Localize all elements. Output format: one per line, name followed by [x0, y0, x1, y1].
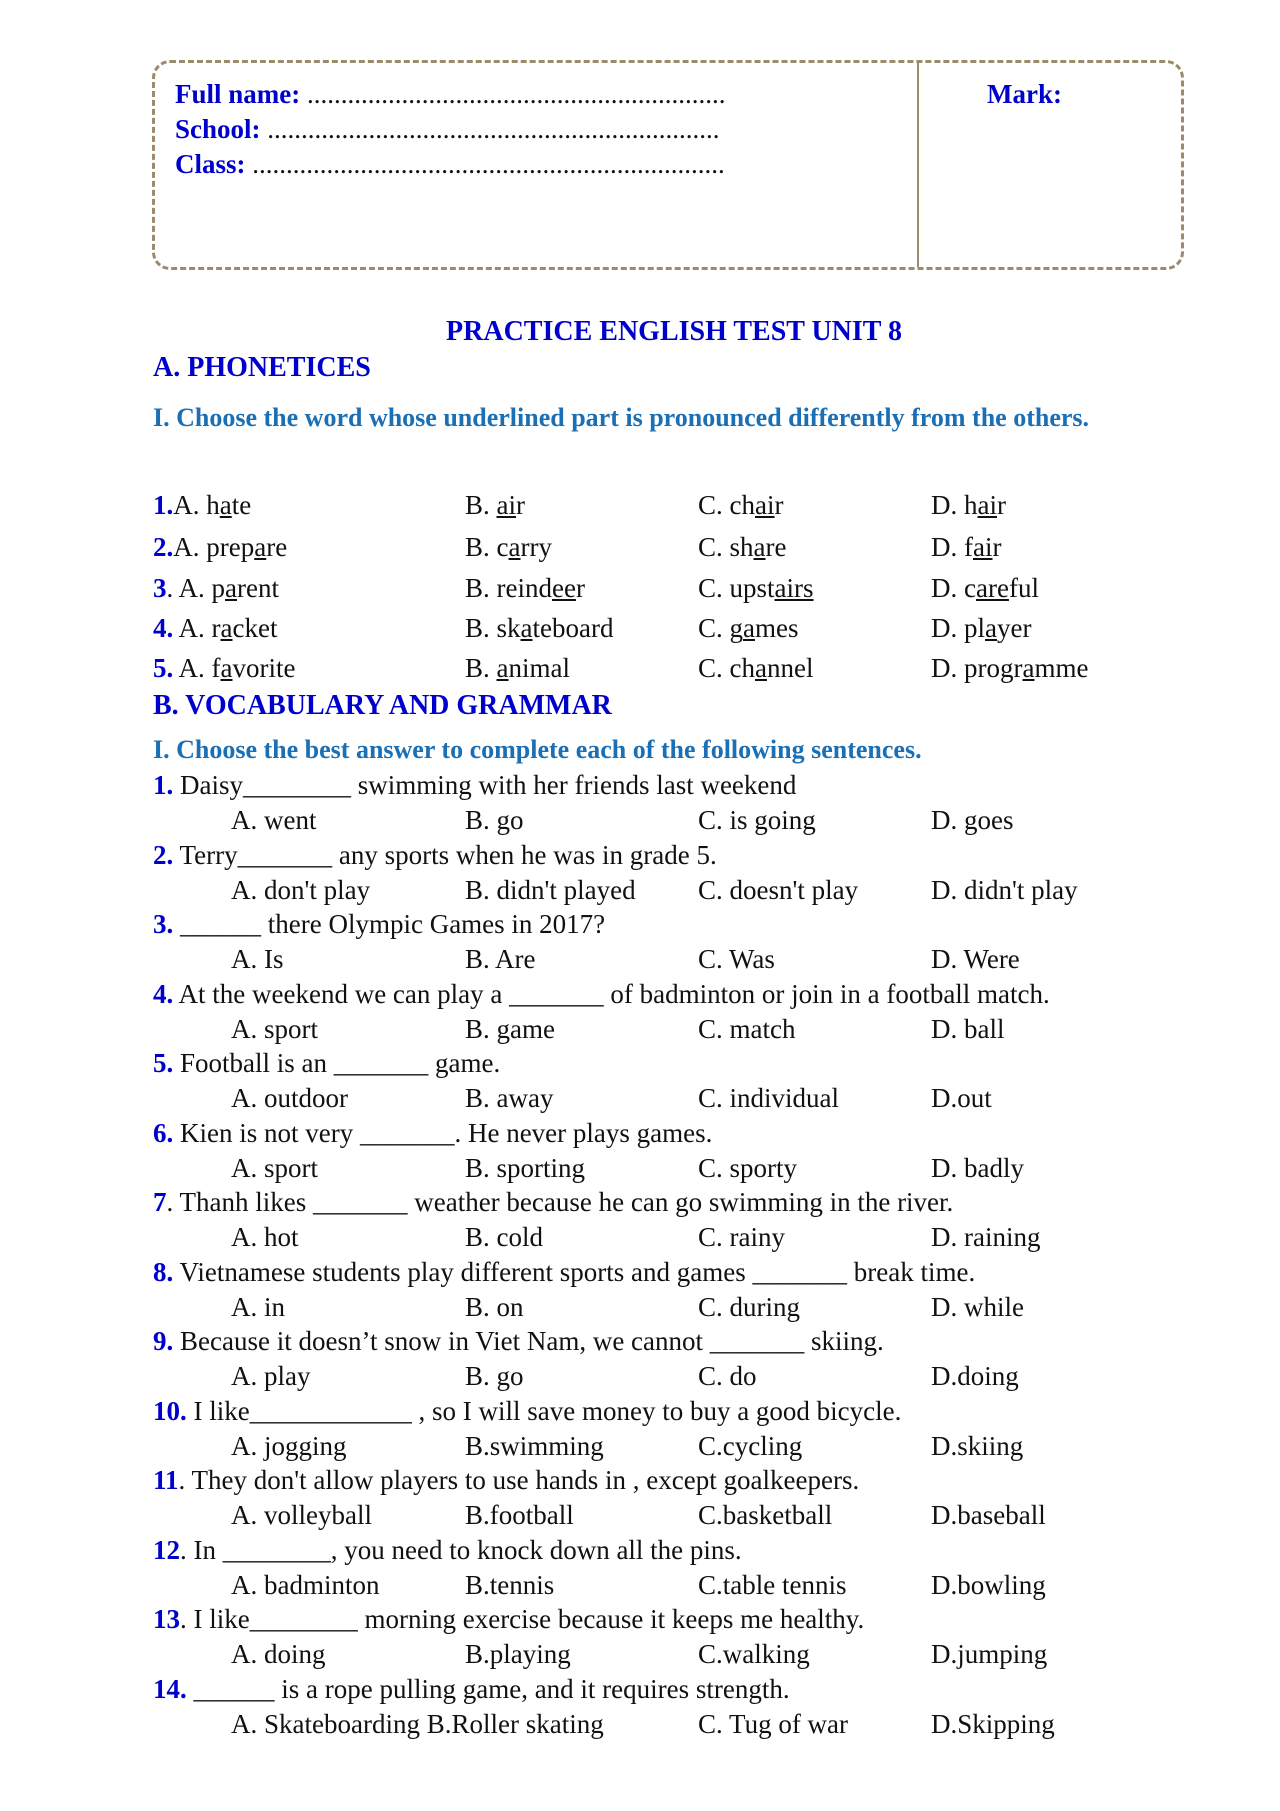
full-name-field: Full name: .............................................................. [175, 79, 726, 109]
phonetics-row [153, 573, 1213, 607]
answer-options [153, 1083, 1213, 1117]
answer-option-c: C. do [698, 1361, 757, 1391]
answer-options [153, 1222, 1213, 1256]
question-number: 2. [153, 839, 174, 870]
answer-option-c: C.walking [698, 1639, 810, 1669]
option-c: C. chair [698, 490, 784, 520]
option-a: 5. A. favorite [153, 653, 296, 683]
answer-option-a: A. volleyball [231, 1500, 372, 1530]
option-b: B. air [465, 490, 526, 520]
question-number: 3 [153, 573, 167, 603]
answer-option-d: D. while [931, 1291, 1024, 1322]
answer-option-d: D. goes [931, 805, 1014, 835]
question-text: 4. At the weekend we can play a _______ of badminton or join in a football match. [153, 978, 1050, 1009]
answer-option-d: D. ball [931, 1013, 1005, 1044]
option-b: B. carry [465, 532, 552, 562]
student-info-box [152, 60, 1184, 270]
question-number: 5. [153, 653, 174, 683]
section-a-instruction: I. Choose the word whose underlined part is pronounced differently from the others. [153, 403, 1090, 432]
answer-option-c: C. match [698, 1013, 796, 1044]
answer-option-d: D.doing [931, 1361, 1019, 1391]
answer-options [153, 1500, 1213, 1534]
question-number: 3. [153, 909, 174, 939]
question-number: 11 [153, 1465, 179, 1495]
answer-option-c: C. Was [698, 944, 775, 974]
section-b-heading: B. VOCABULARY AND GRAMMAR [153, 690, 612, 721]
option-c: C. share [698, 532, 787, 562]
answer-option-b: B. game [465, 1013, 555, 1044]
answer-option-b: B.football [465, 1500, 574, 1530]
question-text: 12. In ________, you need to knock down all the pins. [153, 1534, 742, 1565]
answer-option-b: B. didn't played [465, 874, 636, 905]
question-number: 10. [153, 1395, 187, 1426]
phonetics-row [153, 653, 1213, 687]
answer-option-d: D.baseball [931, 1500, 1046, 1530]
question-text: 14. ______ is a rope pulling game, and it requires strength. [153, 1673, 790, 1704]
option-a: 3. A. parent [153, 573, 279, 603]
answer-options [153, 1639, 1213, 1673]
answer-option-b: B. cold [465, 1222, 543, 1252]
question-number: 9. [153, 1326, 174, 1356]
answer-option-a: A. don't play [231, 874, 371, 905]
answer-option-a: A. doing [231, 1639, 326, 1669]
question-number: 14. [153, 1673, 187, 1704]
section-b-instruction: I. Choose the best answer to complete each of the following sentences. [153, 735, 922, 764]
answer-option-a: A. Skateboarding B.Roller skating [231, 1708, 604, 1739]
answer-option-a: A. badminton [231, 1569, 380, 1600]
option-b: B. skateboard [465, 613, 614, 643]
answer-options [153, 1014, 1213, 1048]
answer-option-a: A. in [231, 1291, 285, 1322]
answer-option-b: B.tennis [465, 1569, 555, 1600]
option-a: 4. A. racket [153, 613, 278, 643]
answer-option-a: A. sport [231, 1152, 318, 1183]
answer-option-d: D. Were [931, 944, 1020, 974]
option-d: D. fair [931, 532, 1002, 562]
question-text: 11. They don't allow players to use hands in , except goalkeepers. [153, 1465, 860, 1495]
question-number: 4. [153, 613, 174, 643]
question-number: 12 [153, 1534, 180, 1565]
question-text: 13. I like________ morning exercise because it keeps me healthy. [153, 1604, 865, 1634]
answer-option-a: A. outdoor [231, 1083, 348, 1113]
answer-option-b: B. on [465, 1291, 524, 1322]
answer-options [153, 1431, 1213, 1465]
option-c: C. upstairs [698, 573, 814, 603]
answer-option-b: B. Are [465, 944, 536, 974]
answer-option-c: C.basketball [698, 1500, 833, 1530]
question-text: 10. I like____________ , so I will save money to buy a good bicycle. [153, 1395, 902, 1426]
question-text: 7. Thanh likes _______ weather because he can go swimming in the river. [153, 1187, 954, 1217]
answer-option-b: B. go [465, 805, 524, 835]
answer-options [153, 1709, 1213, 1743]
phonetics-row [153, 613, 1213, 647]
answer-options [153, 875, 1213, 909]
answer-option-c: C. sporty [698, 1152, 798, 1183]
answer-option-a: A. jogging [231, 1430, 347, 1461]
option-c: C. games [698, 613, 799, 643]
option-c: C. channel [698, 653, 814, 683]
question-text: 5. Football is an _______ game. [153, 1048, 501, 1078]
answer-option-b: B.swimming [465, 1430, 604, 1461]
answer-options [153, 944, 1213, 978]
answer-option-a: A. Is [231, 944, 284, 974]
answer-option-a: A. hot [231, 1222, 299, 1252]
option-d: D. programme [931, 653, 1089, 683]
option-b: B. animal [465, 653, 570, 683]
answer-options [153, 1153, 1213, 1187]
school-field: School: ................................................................... [175, 114, 720, 144]
question-text: 6. Kien is not very _______. He never plays games. [153, 1117, 713, 1148]
answer-option-a: A. went [231, 805, 317, 835]
page-title: PRACTICE ENGLISH TEST UNIT 8 [446, 316, 902, 347]
question-number: 2. [153, 532, 174, 562]
option-a: 2.A. prepare [153, 532, 288, 562]
answer-options [153, 1361, 1213, 1395]
class-field: Class: ...................................................................... [175, 149, 725, 179]
question-number: 4. [153, 978, 174, 1009]
phonetics-row [153, 532, 1213, 566]
question-number: 1. [153, 770, 174, 800]
option-d: D. careful [931, 573, 1039, 603]
answer-option-d: D.bowling [931, 1569, 1046, 1600]
answer-options [153, 1292, 1213, 1326]
answer-option-c: C. individual [698, 1083, 839, 1113]
question-text: 2. Terry_______ any sports when he was in grade 5. [153, 839, 717, 870]
question-text: 9. Because it doesn’t snow in Viet Nam, we cannot _______ skiing. [153, 1326, 884, 1356]
option-b: B. reindeer [465, 573, 585, 603]
answer-option-d: D.Skipping [931, 1708, 1055, 1739]
answer-option-c: C. Tug of war [698, 1708, 849, 1739]
answer-option-d: D. raining [931, 1222, 1041, 1252]
answer-option-b: B. away [465, 1083, 554, 1113]
option-a: 1.A. hate [153, 490, 252, 520]
answer-option-c: C. is going [698, 805, 816, 835]
answer-option-d: D.jumping [931, 1639, 1048, 1669]
question-number: 13 [153, 1604, 180, 1634]
answer-option-a: A. sport [231, 1013, 318, 1044]
answer-options [153, 805, 1213, 839]
answer-option-b: B.playing [465, 1639, 571, 1669]
question-number: 7 [153, 1187, 167, 1217]
answer-option-d: D.skiing [931, 1430, 1024, 1461]
question-text: 3. ______ there Olympic Games in 2017? [153, 909, 606, 939]
question-number: 5. [153, 1048, 174, 1078]
answer-option-c: C. doesn't play [698, 874, 859, 905]
answer-option-b: B. go [465, 1361, 524, 1391]
answer-option-d: D.out [931, 1083, 992, 1113]
answer-option-b: B. sporting [465, 1152, 586, 1183]
answer-option-c: C. during [698, 1291, 801, 1322]
question-text: 8. Vietnamese students play different sports and games _______ break time. [153, 1256, 976, 1287]
option-d: D. hair [931, 490, 1006, 520]
answer-option-c: C. rainy [698, 1222, 785, 1252]
section-a-heading: A. PHONETICES [153, 352, 371, 383]
option-d: D. player [931, 613, 1032, 643]
answer-options [153, 1570, 1213, 1604]
phonetics-row [153, 490, 1213, 524]
answer-option-a: A. play [231, 1361, 311, 1391]
answer-option-c: C.cycling [698, 1430, 803, 1461]
mark-label: Mark: [987, 79, 1062, 109]
header-divider [917, 63, 919, 267]
question-number: 8. [153, 1256, 174, 1287]
answer-option-c: C.table tennis [698, 1569, 847, 1600]
question-number: 1. [153, 490, 174, 520]
answer-option-d: D. didn't play [931, 874, 1078, 905]
answer-option-d: D. badly [931, 1152, 1024, 1183]
question-text: 1. Daisy________ swimming with her friends last weekend [153, 770, 797, 800]
question-number: 6. [153, 1117, 174, 1148]
